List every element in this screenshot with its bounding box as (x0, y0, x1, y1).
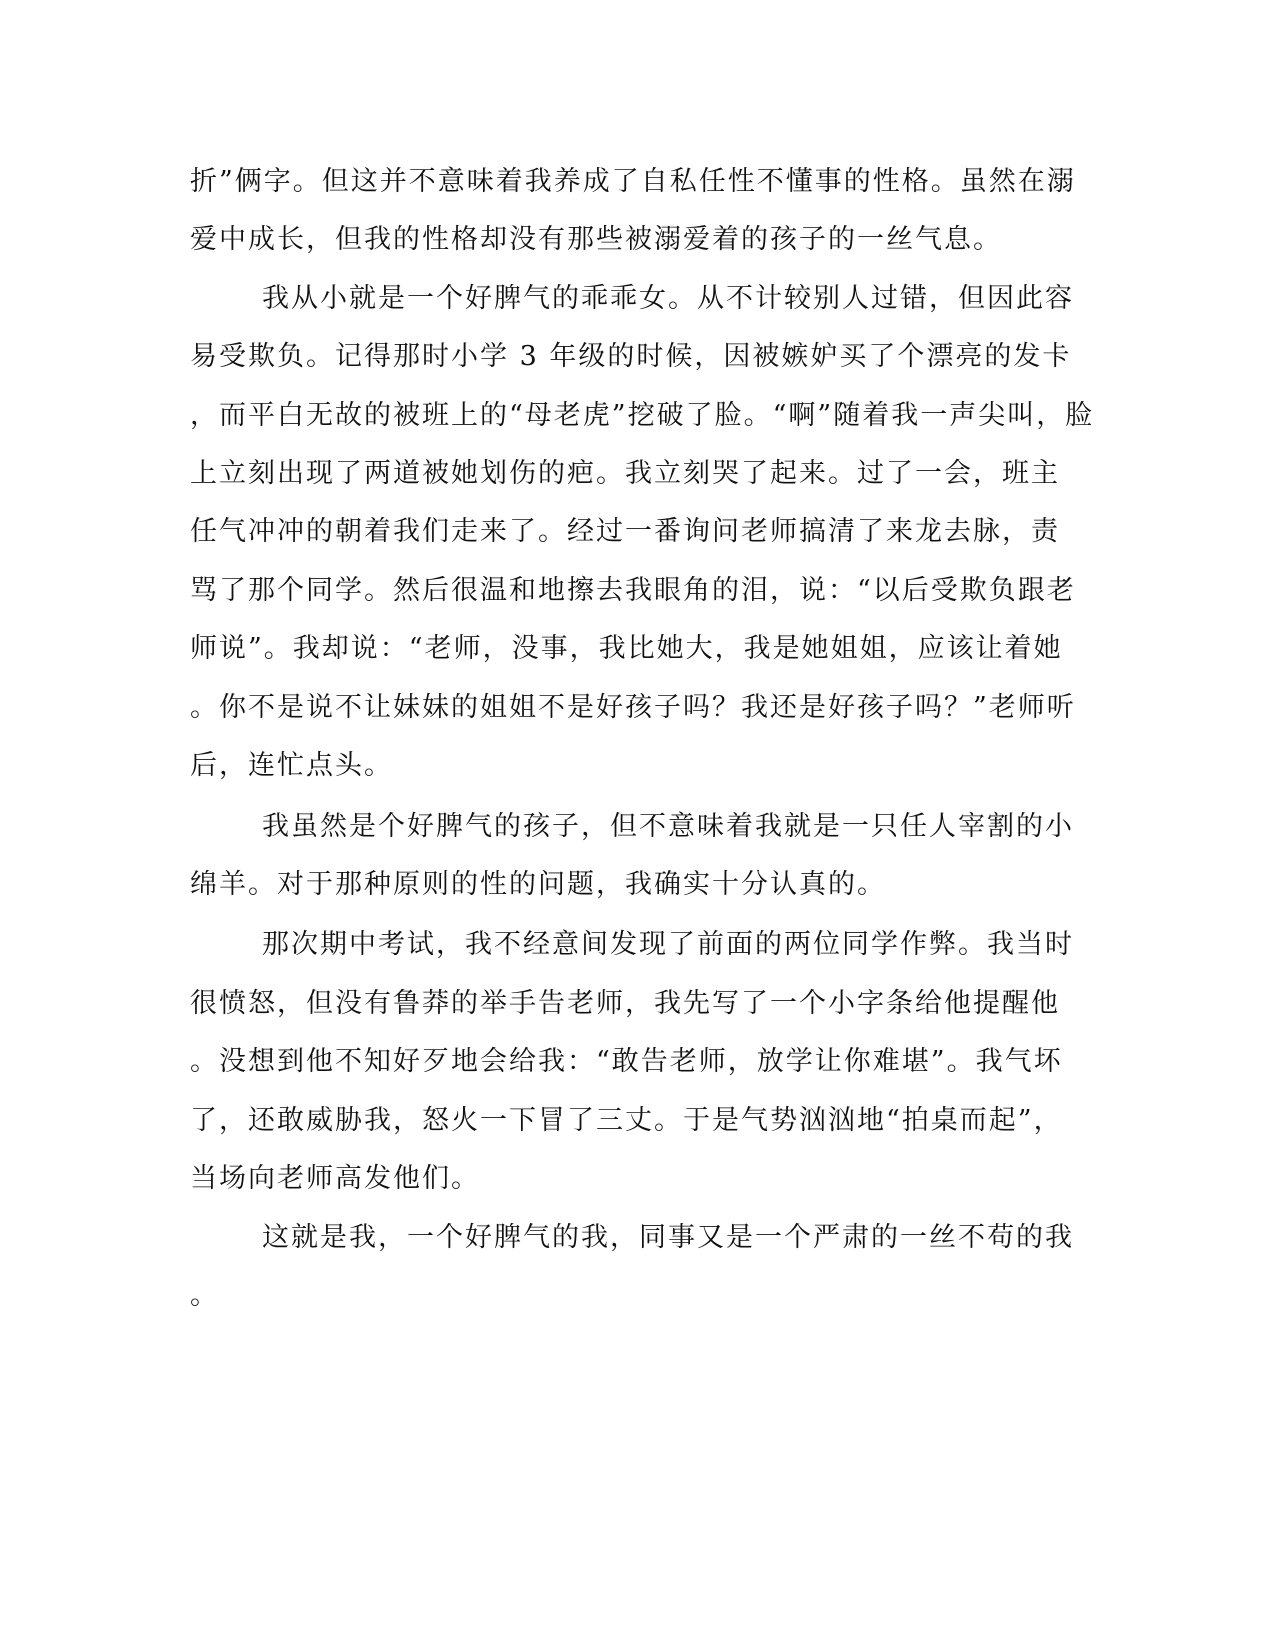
text-line: 了，还敢威胁我，怒火一下冒了三丈。于是气势汹汹地“拍桌而起”， (190, 1105, 1063, 1136)
text-line: 上立刻出现了两道被她划伤的疤。我立刻哭了起来。过了一会，班主 (190, 458, 1060, 489)
text-line: 这就是我，一个好脾气的我，同事又是一个严肃的一丝不苟的我 (262, 1222, 1074, 1253)
text-line: 。没想到他不知好歹地会给我：“敢告老师，放学让你难堪”。我气坏 (190, 1046, 1063, 1077)
text-line: 很愤怒，但没有鲁莽的举手告老师，我先写了一个小字条给他提醒他 (190, 988, 1060, 1019)
text-line: 。 (190, 1280, 219, 1311)
text-line: 。你不是说不让妹妹的姐姐不是好孩子吗？我还是好孩子吗？”老师听 (190, 692, 1076, 723)
text-line: 当场向老师高发他们。 (190, 1163, 480, 1194)
text-line: ，而平白无故的被班上的“母老虎”挖破了脸。“啊”随着我一声尖叫，脸 (190, 400, 1095, 431)
text-line: 骂了那个同学。然后很温和地擦去我眼角的泪，说：“以后受欺负跟老 (190, 575, 1076, 606)
text-line: 我虽然是个好脾气的孩子，但不意味着我就是一只任人宰割的小 (262, 811, 1074, 842)
text-line: 我从小就是一个好脾气的乖乖女。从不计较别人过错，但因此容 (262, 283, 1074, 314)
text-line: 师说”。我却说：“老师，没事，我比她大，我是她姐姐，应该让着她 (190, 633, 1063, 664)
text-line: 绵羊。对于那种原则的性的问题，我确实十分认真的。 (190, 869, 886, 900)
text-line: 任气冲冲的朝着我们走来了。经过一番询问老师搞清了来龙去脉，责 (190, 516, 1060, 547)
text-line: 那次期中考试，我不经意间发现了前面的两位同学作弊。我当时 (262, 929, 1074, 960)
text-line: 爱中成长，但我的性格却没有那些被溺爱着的孩子的一丝气息。 (190, 224, 1002, 255)
text-line: 易受欺负。记得那时小学 3 年级的时候，因被嫉妒买了个漂亮的发卡 (190, 341, 1072, 372)
text-line: 折”俩字。但这并不意味着我养成了自私任性不懂事的性格。虽然在溺 (190, 166, 1076, 197)
text-line: 后，连忙点头。 (190, 750, 393, 781)
